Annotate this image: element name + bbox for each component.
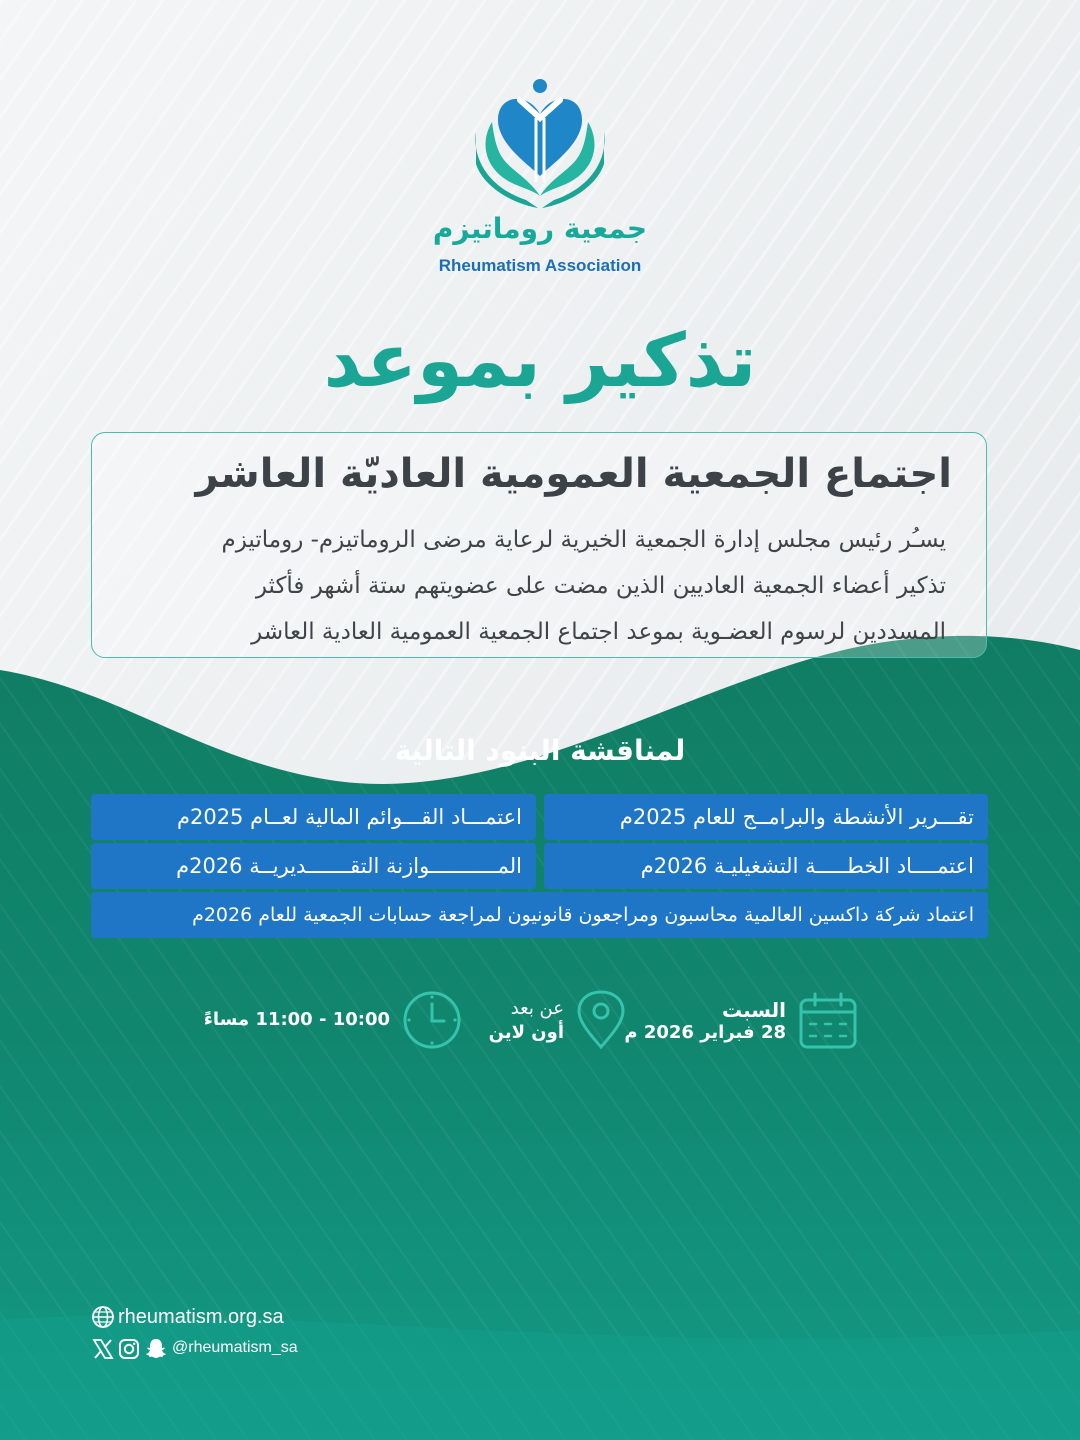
agenda-item: اعتماد شركة داكسين العالمية محاسبون ومراجعون قانونيون لمراجعة حسابات الجمعية للعام 2026م [91, 892, 988, 938]
announcement-line: يسـُر رئيس مجلس إدارة الجمعية الخيرية لرعاية مرضى الروماتيزم- روماتيزم [221, 527, 946, 553]
agenda-item: تقـــرير الأنشطة والبرامــج للعام 2025م [544, 794, 988, 840]
agenda-item: اعتمــــاد الخطـــــة التشغيليـة 2026م [544, 843, 988, 889]
social-handle[interactable]: @rheumatism_sa [172, 1339, 298, 1356]
event-time: 10:00 - 11:00 مساءً [203, 1009, 390, 1030]
announcement-card [91, 432, 987, 658]
agenda-item: اعتمـــاد القـــوائم المالية لعــام 2025م [91, 794, 536, 840]
event-mode-online: أون لاين [488, 1022, 564, 1043]
page-title: تذكير بموعد [323, 318, 757, 404]
logo-name-en: Rheumatism Association [438, 256, 642, 275]
announcement-text [122, 517, 946, 655]
event-day: السبت [721, 998, 786, 1022]
agenda-heading: لمناقشة البنود التالية [394, 734, 686, 767]
location-pin-icon [576, 990, 626, 1050]
meeting-title: اجتماع الجمعية العمومية العاديّة العاشر [195, 451, 952, 497]
event-date: 28 فبراير 2026 م [624, 1022, 786, 1043]
x-icon[interactable] [92, 1338, 114, 1360]
calendar-icon [798, 992, 858, 1050]
instagram-icon[interactable] [118, 1338, 140, 1360]
clock-icon [402, 990, 462, 1050]
globe-icon [91, 1305, 115, 1329]
snapchat-icon[interactable] [144, 1337, 168, 1361]
announcement-line: المسددين لرسوم العضـوية بموعد اجتماع الجمعية العمومية العادية العاشر [251, 619, 946, 645]
event-mode-remote: عن بعد [510, 998, 564, 1019]
agenda-item: المـــــــــــوازنة التقـــــــديريــة 2026م [91, 843, 536, 889]
announcement-line: تذكير أعضاء الجمعية العاديين الذين مضت على عضويتهم ستة أشهر فأكثر [255, 573, 946, 599]
logo-name-ar: جمعية روماتيزم [432, 212, 648, 245]
website-link[interactable]: rheumatism.org.sa [118, 1306, 284, 1328]
logo-hands-heart-icon [470, 72, 610, 212]
